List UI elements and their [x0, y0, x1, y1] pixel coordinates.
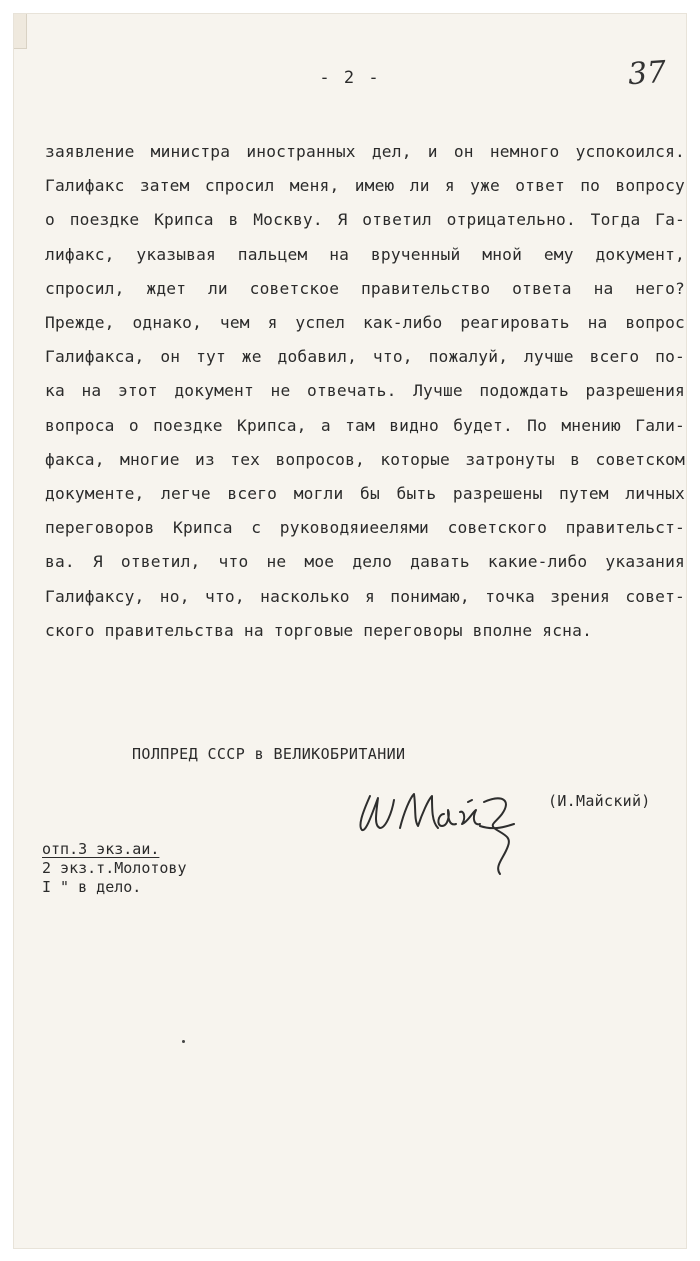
- body-line: заявление министра иностранных дел, и он немного успокоился.: [45, 142, 685, 161]
- body-line: Галифакса, он тут же добавил, что, пожалуй, лучше всего по-: [45, 347, 685, 367]
- body-line: о поездке Крипса в Москву. Я ответил отрицательно. Тогда Га-: [45, 210, 685, 230]
- body-line: ка на этот документ не отвечать. Лучше подождать разрешения: [45, 381, 685, 401]
- body-line: документе, легче всего могли бы быть разрешены путем личных: [45, 484, 685, 504]
- distribution-line: I " в дело.: [42, 878, 142, 896]
- body-line: Галифаксу, но, что, насколько я понимаю, точка зрения совет-: [45, 586, 685, 606]
- body-line: спросил, ждет ли советское правительство ответа на него?: [45, 278, 685, 298]
- body-line: переговоров Крипса с руководяиеелями советского правительст-: [45, 518, 685, 538]
- body-line: Галифакс затем спросил меня, имею ли я уже ответ по вопросу: [45, 176, 685, 196]
- distribution-list: [42, 840, 187, 897]
- handwritten-signature: [352, 774, 542, 884]
- body-line: ва. Я ответил, что не мое дело давать какие-либо указания: [45, 552, 685, 572]
- letter-body: [45, 135, 685, 648]
- body-line: факса, многие из тех вопросов, которые затронуты в советском: [45, 449, 685, 469]
- body-line: Прежде, однако, чем я успел как-либо реагировать на вопрос: [45, 313, 685, 333]
- page-edge-mark: [14, 14, 27, 49]
- sender-position: ПОЛПРЕД СССР в ВЕЛИКОБРИТАНИИ: [132, 745, 406, 763]
- body-line: ского правительства на торговые переговоры вполне ясна.: [45, 620, 593, 640]
- distribution-line: 2 экз.т.Молотову: [42, 859, 187, 877]
- paper-speck: [182, 1040, 185, 1043]
- body-line: лифакс, указывая пальцем на врученный мной ему документ,: [45, 244, 685, 264]
- body-line: вопроса о поездке Крипса, а там видно будет. По мнению Гали-: [45, 415, 685, 435]
- distribution-line: отп.3 экз.аи.: [42, 840, 160, 858]
- signatory-name: (И.Майский): [548, 792, 651, 810]
- folio-number: 37: [626, 54, 668, 93]
- page-number: - 2 -: [319, 68, 381, 88]
